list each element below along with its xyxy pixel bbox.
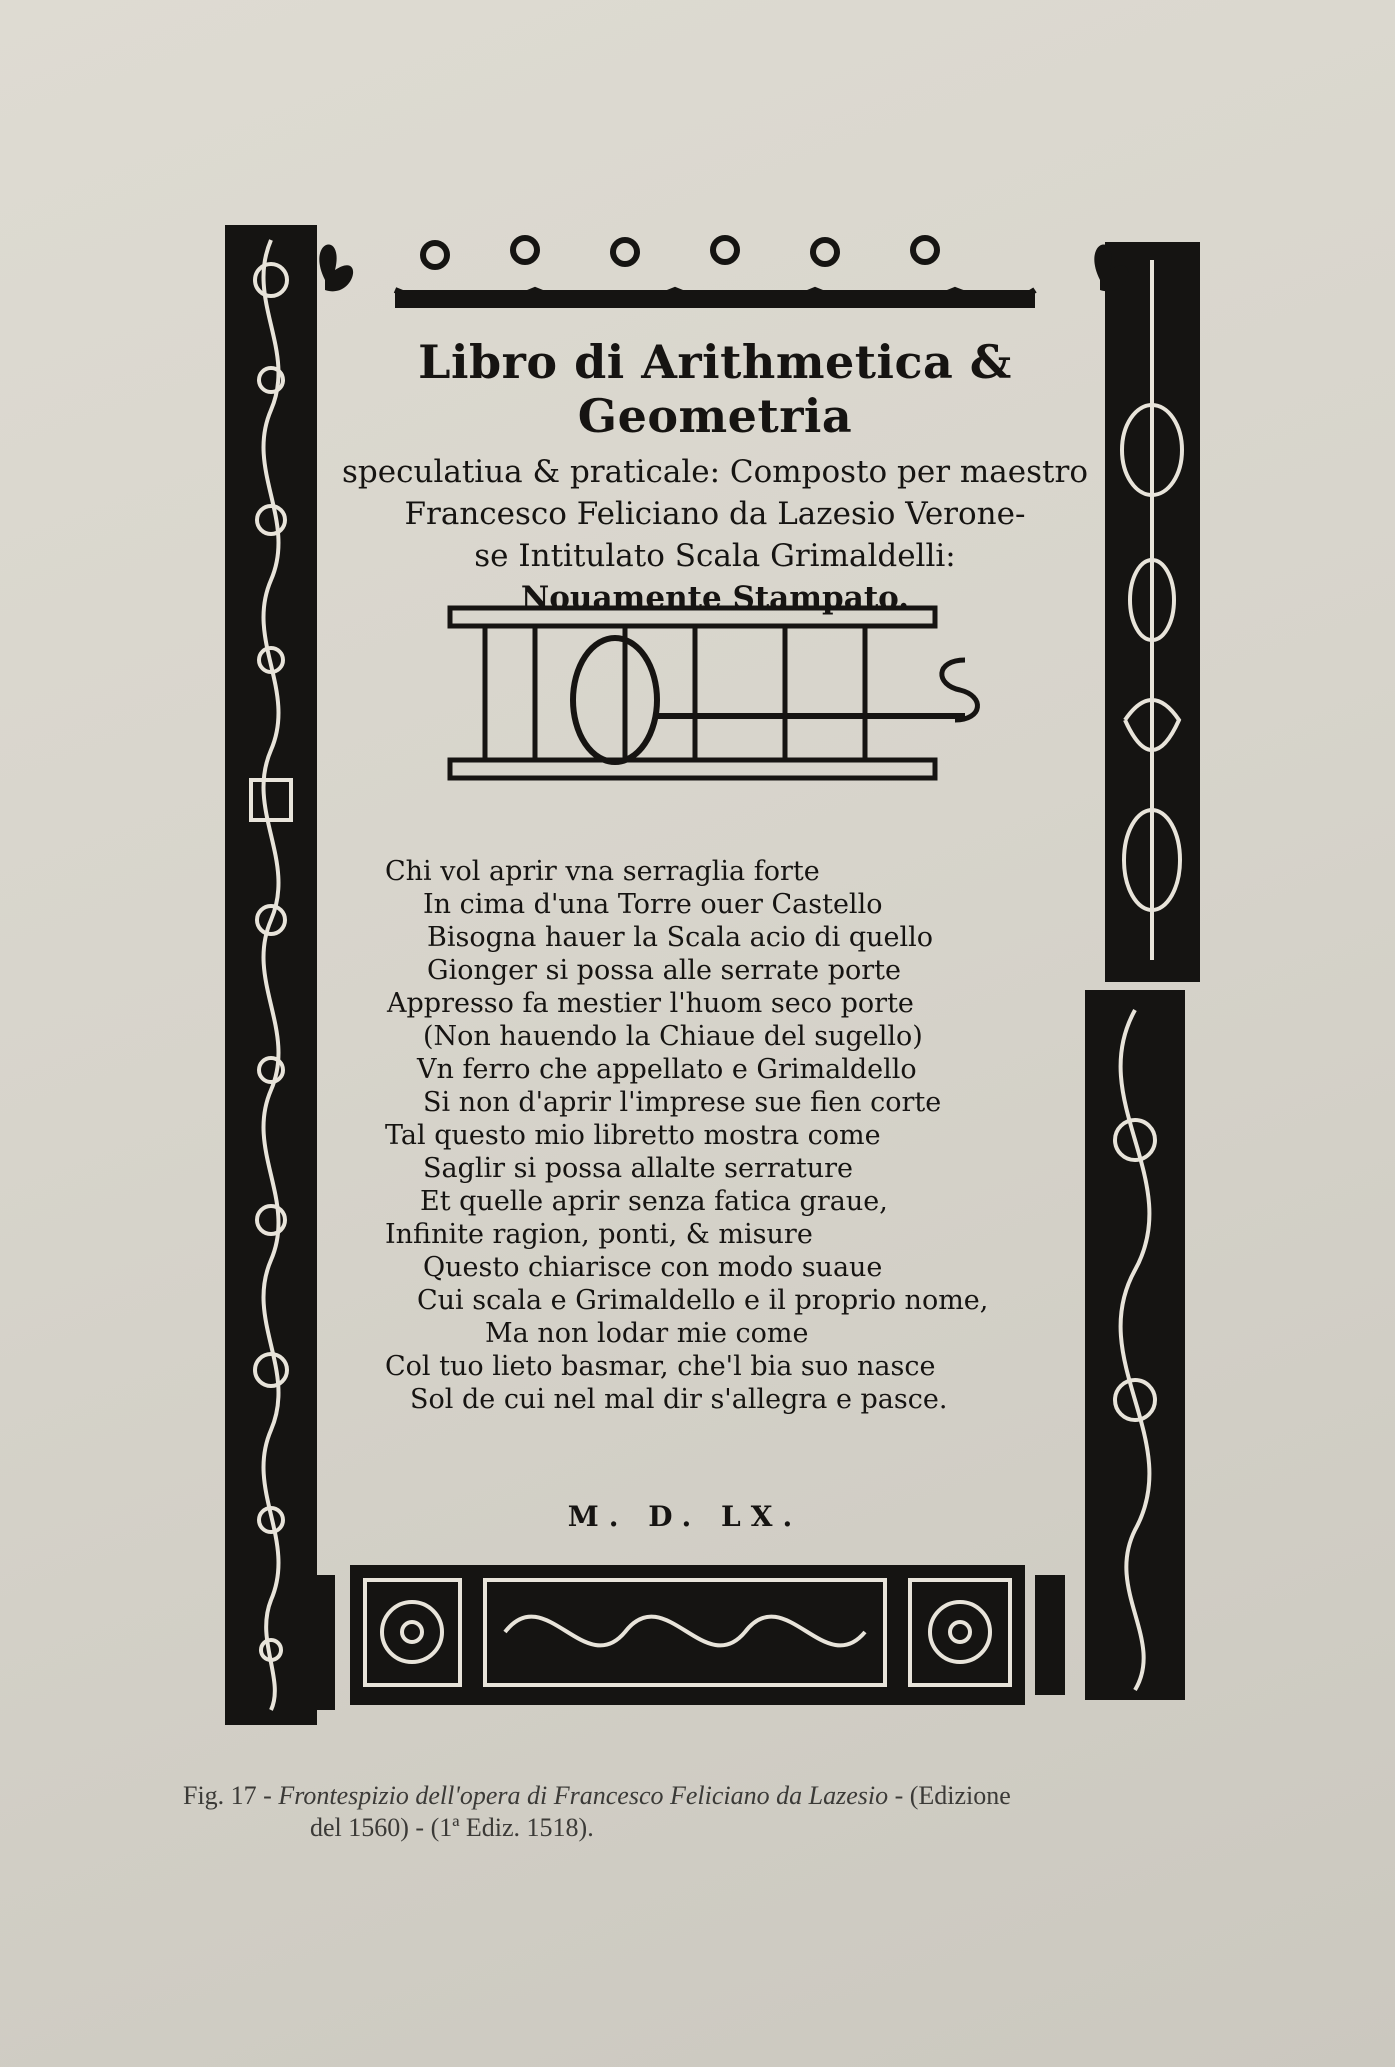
poem-line: Infinite ragion, ponti, & misure [385, 1219, 813, 1250]
poem-line: Et quelle aprir senza fatica graue, [420, 1186, 888, 1217]
poem-line: Questo chiarisce con modo suaue [423, 1252, 883, 1283]
poem-line: Bisogna hauer la Scala acio di quello [427, 922, 933, 953]
poem-line: Ma non lodar mie come [485, 1318, 809, 1349]
title-line-4: Nouamente Stampato. [520, 580, 910, 616]
poem-line: Col tuo lieto basmar, che'l bia suo nasce [385, 1351, 936, 1382]
frontispiece-plate [205, 220, 1235, 1735]
title-line-1: speculatiua & praticale: Composto per maestro [342, 454, 1088, 490]
poem-line: Appresso fa mestier l'huom seco porte [387, 988, 914, 1019]
poem-line: In cima d'una Torre ouer Castello [423, 889, 883, 920]
poem-line: Vn ferro che appellato e Grimaldello [417, 1054, 917, 1085]
poem-line: (Non hauendo la Chiaue del sugello) [423, 1021, 923, 1052]
poem-line: Cui scala e Grimaldello e il proprio nome, [417, 1285, 989, 1316]
caption-line-2: del 1560) - (1ª Ediz. 1518). [310, 1813, 594, 1842]
ladder-key-woodcut-icon [450, 608, 977, 778]
poem-line: Sol de cui nel mal dir s'allegra e pasce. [410, 1384, 948, 1415]
caption-title: Frontespizio dell'opera di Francesco Feliciano da Lazesio [278, 1781, 889, 1810]
rosette-panel-icon [365, 1580, 1010, 1685]
sonnet [385, 855, 1025, 1416]
poem-line: Chi vol aprir vna serraglia forte [385, 856, 820, 887]
title-line-3: se Intitulato Scala Grimaldelli: [474, 538, 956, 574]
title-block [325, 335, 1105, 619]
caption-edition: - (Edizione [888, 1781, 1011, 1810]
book-title: Libro di Arithmetica & Geometria [418, 335, 1012, 443]
title-line-2: Francesco Feliciano da Lazesio Verone- [404, 496, 1026, 532]
poem-line: Gionger si possa alle serrate porte [427, 955, 901, 986]
publication-date: M. D. LX. [567, 1500, 803, 1533]
poem-line: Si non d'aprir l'imprese sue fien corte [423, 1087, 942, 1118]
caption-fig-number: Fig. 17 - [183, 1781, 279, 1810]
floral-border-icon [251, 240, 291, 1710]
poem-line: Saglir si possa allalte serrature [423, 1153, 854, 1184]
poem-line: Tal questo mio libretto mostra come [385, 1120, 881, 1151]
figure-caption [183, 1780, 1203, 1844]
